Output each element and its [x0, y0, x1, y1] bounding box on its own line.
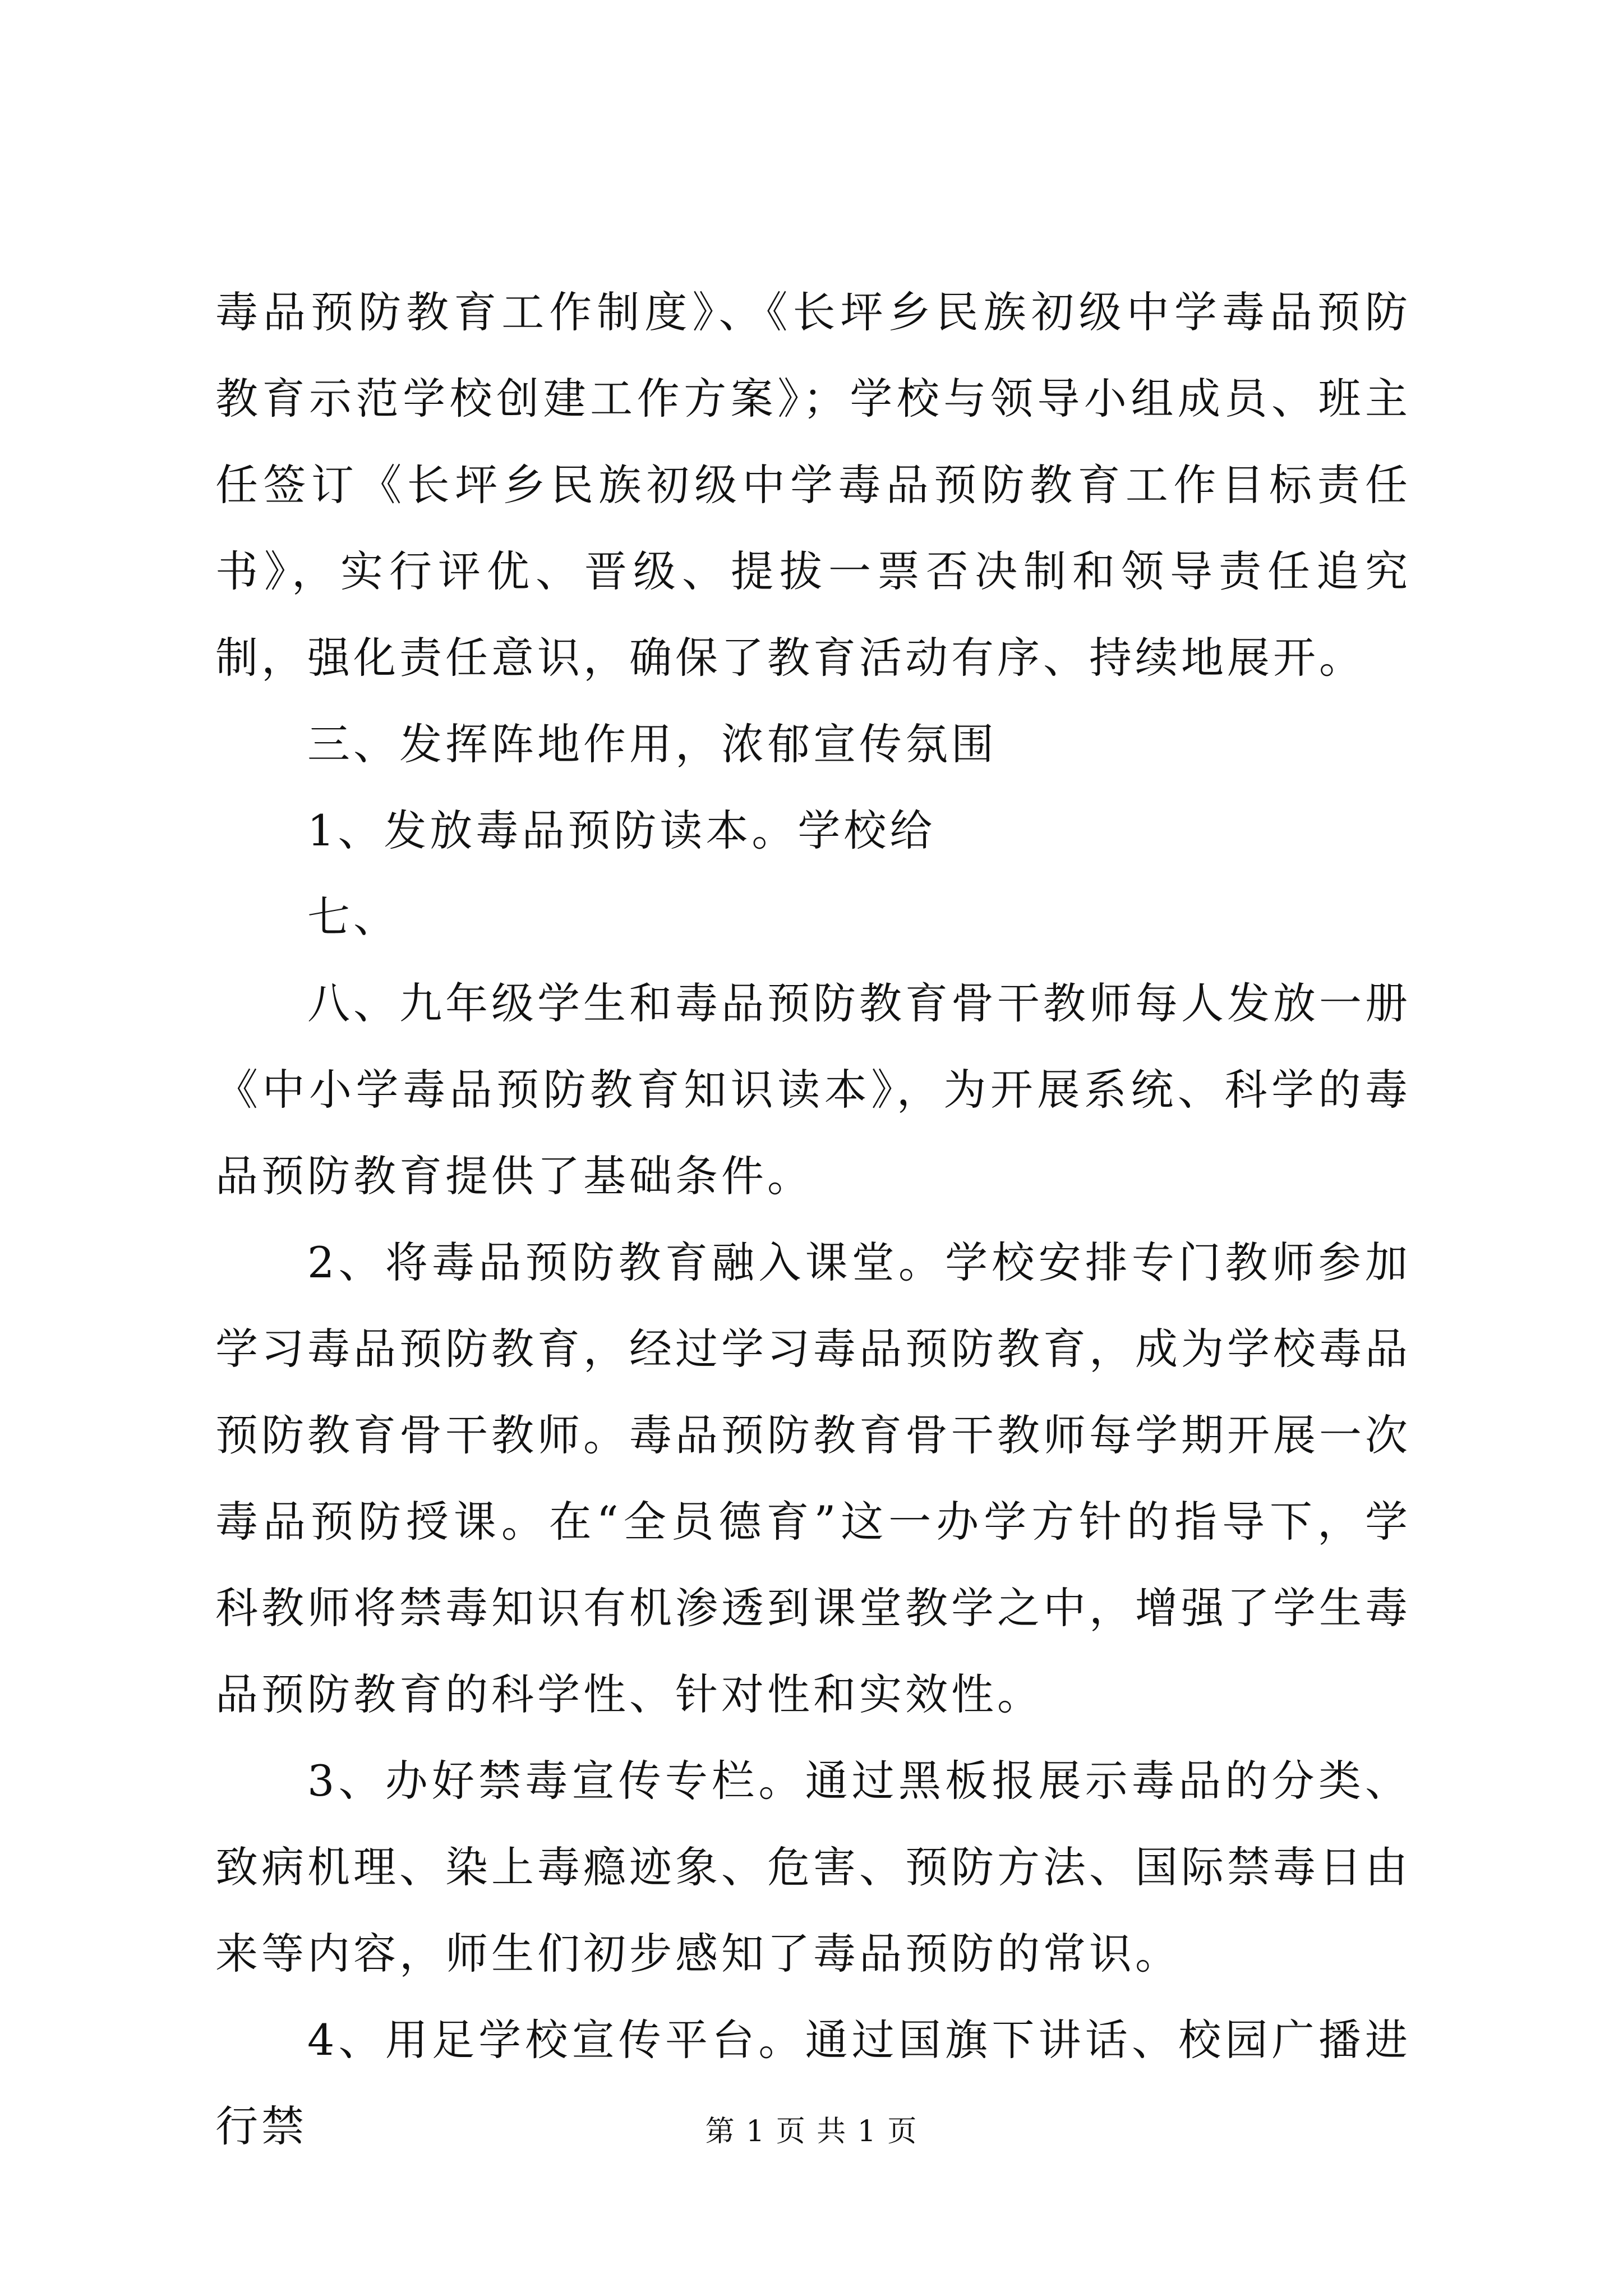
paragraph: 八、九年级学生和毒品预防教育骨干教师每人发放一册《中小学毒品预防教育知识读本》，为开展系统、科学的毒品预防教育提供了基础条件。: [215, 978, 1411, 1201]
paragraph: 七、: [307, 892, 399, 942]
section-heading: 三、发挥阵地作用，浓郁宣传氛围: [307, 719, 997, 769]
document-body: [215, 269, 1411, 2170]
paragraph: 1、发放毒品预防读本。学校给: [307, 806, 936, 855]
paragraph-continuation: 毒品预防教育工作制度》、《长坪乡民族初级中学毒品预防教育示范学校创建工作方案》；学校与领导小组成员、班主任签订《长坪乡民族初级中学毒品预防教育工作目标责任书》，实行评优、晋级、提拔一票否决制和领导责任追究制，强化责任意识，确保了教育活动有序、持续地展开。: [215, 287, 1411, 683]
paragraph: 4、用足学校宣传平台。通过国旗下讲话、校园广播进行禁: [215, 2015, 1411, 2151]
paragraph: 3、办好禁毒宣传专栏。通过黑板报展示毒品的分类、致病机理、染上毒瘾迹象、危害、预防方法、国际禁毒日由来等内容，师生们初步感知了毒品预防的常识。: [215, 1756, 1411, 1978]
paragraph: 2、将毒品预防教育融入课堂。学校安排专门教师参加学习毒品预防教育，经过学习毒品预防教育，成为学校毒品预防教育骨干教师。毒品预防教育骨干教师每学期开展一次毒品预防授课。在“全员德育”这一办学方针的指导下，学科教师将禁毒知识有机渗透到课堂教学之中，增强了学生毒品预防教育的科学性、针对性和实效性。: [215, 1237, 1411, 1719]
page-footer: 第 1 页 共 1 页: [705, 2115, 918, 2148]
